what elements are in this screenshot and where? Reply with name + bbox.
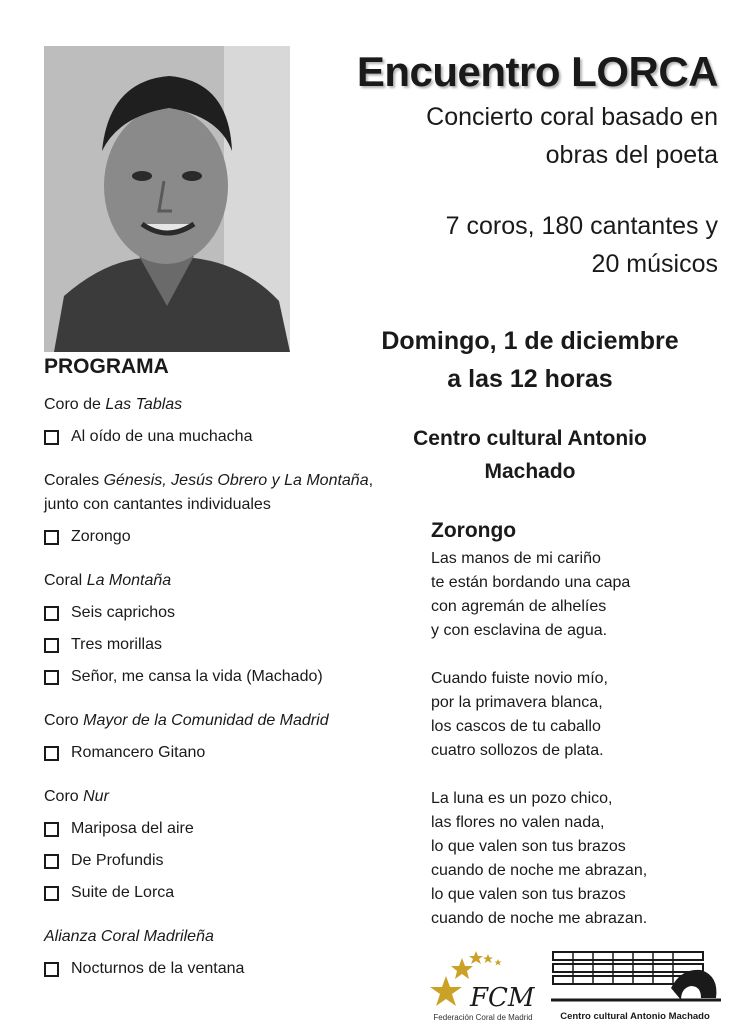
poem-line: Cuando fuiste novio mío, xyxy=(431,670,608,687)
choir-name-prefix: Corales xyxy=(44,472,104,489)
choir-group xyxy=(44,705,394,769)
checkbox-icon[interactable] xyxy=(44,886,59,901)
star-icon xyxy=(483,954,493,963)
program-item-label: Al oído de una muchacha xyxy=(71,428,253,445)
programa-list xyxy=(44,389,394,997)
choir-name-prefix: Coro de xyxy=(44,396,106,413)
program-item-label: Nocturnos de la ventana xyxy=(71,960,245,977)
checkbox-icon[interactable] xyxy=(44,962,59,977)
poem-line: y con esclavina de agua. xyxy=(431,622,608,639)
choir-name-italic: La Montaña xyxy=(86,572,172,589)
choir-name xyxy=(44,465,394,521)
performers-line: 20 músicos xyxy=(591,250,718,278)
choir-group xyxy=(44,389,394,453)
poem-stanza xyxy=(431,787,731,931)
checkbox-icon[interactable] xyxy=(44,746,59,761)
checkbox-icon[interactable] xyxy=(44,530,59,545)
program-item-label: Señor, me cansa la vida (Machado) xyxy=(71,668,323,685)
performers-line: 7 coros, 180 cantantes y xyxy=(445,212,718,240)
date-line: Domingo, 1 de diciembre xyxy=(381,327,679,355)
choir-group xyxy=(44,921,394,985)
program-item[interactable] xyxy=(44,737,394,769)
program-item-label: Tres morillas xyxy=(71,636,162,653)
poem-line: cuando de noche me abrazan. xyxy=(431,910,648,927)
program-item[interactable] xyxy=(44,629,394,661)
program-item[interactable] xyxy=(44,521,394,553)
program-item[interactable] xyxy=(44,421,394,453)
poem-line: los cascos de tu caballo xyxy=(431,718,601,735)
choir-name-italic: Génesis, Jesús Obrero y La Montaña xyxy=(103,472,369,489)
checkbox-icon[interactable] xyxy=(44,606,59,621)
choir-name xyxy=(44,921,394,953)
choir-group xyxy=(44,465,394,553)
poem-stanza xyxy=(431,667,731,763)
checkbox-icon[interactable] xyxy=(44,670,59,685)
program-item-label: Suite de Lorca xyxy=(71,884,175,901)
poem-line: por la primavera blanca, xyxy=(431,694,603,711)
choir-name-prefix: Coral xyxy=(44,572,87,589)
centro-cultural-caption: Centro cultural Antonio Machado xyxy=(560,1011,710,1022)
program-item[interactable] xyxy=(44,845,394,877)
program-item-label: Romancero Gitano xyxy=(71,744,206,761)
venue-line: Machado xyxy=(484,460,576,483)
choir-name-italic: Nur xyxy=(83,788,109,805)
checkbox-icon[interactable] xyxy=(44,430,59,445)
star-icon xyxy=(495,959,502,966)
event-title: Encuentro LORCA xyxy=(356,48,718,95)
time-line: a las 12 horas xyxy=(447,365,613,393)
checkbox-icon[interactable] xyxy=(44,822,59,837)
centro-cultural-logo xyxy=(551,948,721,1008)
star-icon xyxy=(451,958,473,979)
program-item[interactable] xyxy=(44,661,394,693)
checkbox-icon[interactable] xyxy=(44,854,59,869)
poem-line: Las manos de mi cariño xyxy=(431,550,601,567)
poem-line: cuatro sollozos de plata. xyxy=(431,742,604,759)
poem-line: te están bordando una capa xyxy=(431,574,631,591)
portrait-photo xyxy=(44,46,290,352)
programa-heading: PROGRAMA xyxy=(44,355,169,378)
event-venue xyxy=(375,422,685,488)
program-item[interactable] xyxy=(44,877,394,909)
choir-name xyxy=(44,565,394,597)
poem-title: Zorongo xyxy=(431,519,517,542)
star-icon xyxy=(469,951,483,964)
checkbox-icon[interactable] xyxy=(44,638,59,653)
fcm-caption: Federación Coral de Madrid xyxy=(433,1013,533,1022)
star-icon xyxy=(430,976,462,1006)
poem-line: con agremán de alhelíes xyxy=(431,598,607,615)
poem-line: cuando de noche me abrazan, xyxy=(431,862,648,879)
event-subtitle xyxy=(358,98,718,174)
program-item-label: Mariposa del aire xyxy=(71,820,194,837)
choir-name xyxy=(44,389,394,421)
program-item-label: Zorongo xyxy=(71,528,131,545)
program-item-label: Seis caprichos xyxy=(71,604,176,621)
choir-name-suffix: , junto con cantantes individuales xyxy=(44,472,374,513)
subtitle-line: Concierto coral basado en xyxy=(426,103,718,131)
choir-name-prefix: Coro xyxy=(44,788,84,805)
poem-stanza xyxy=(431,547,731,643)
choir-name xyxy=(44,705,394,737)
choir-name-prefix: Coro xyxy=(44,712,84,729)
poem-line: lo que valen son tus brazos xyxy=(431,838,626,855)
choir-name-italic: Alianza Coral Madrileña xyxy=(44,928,214,945)
program-item-label: De Profundis xyxy=(71,852,164,869)
event-date xyxy=(345,322,715,398)
program-item[interactable] xyxy=(44,953,394,985)
program-item[interactable] xyxy=(44,597,394,629)
poem-line: La luna es un pozo chico, xyxy=(431,790,613,807)
fcm-logo-text: FCM xyxy=(470,983,535,1013)
venue-line: Centro cultural Antonio xyxy=(413,427,647,450)
program-item[interactable] xyxy=(44,813,394,845)
performers-summary xyxy=(358,207,718,283)
choir-name xyxy=(44,781,394,813)
subtitle-line: obras del poeta xyxy=(545,141,718,169)
poem-line: lo que valen son tus brazos xyxy=(431,886,626,903)
choir-name-italic: Las Tablas xyxy=(105,396,183,413)
choir-group xyxy=(44,781,394,909)
poem xyxy=(431,519,731,955)
choir-group xyxy=(44,565,394,693)
poem-line: las flores no valen nada, xyxy=(431,814,605,831)
choir-name-italic: Mayor de la Comunidad de Madrid xyxy=(83,712,329,729)
